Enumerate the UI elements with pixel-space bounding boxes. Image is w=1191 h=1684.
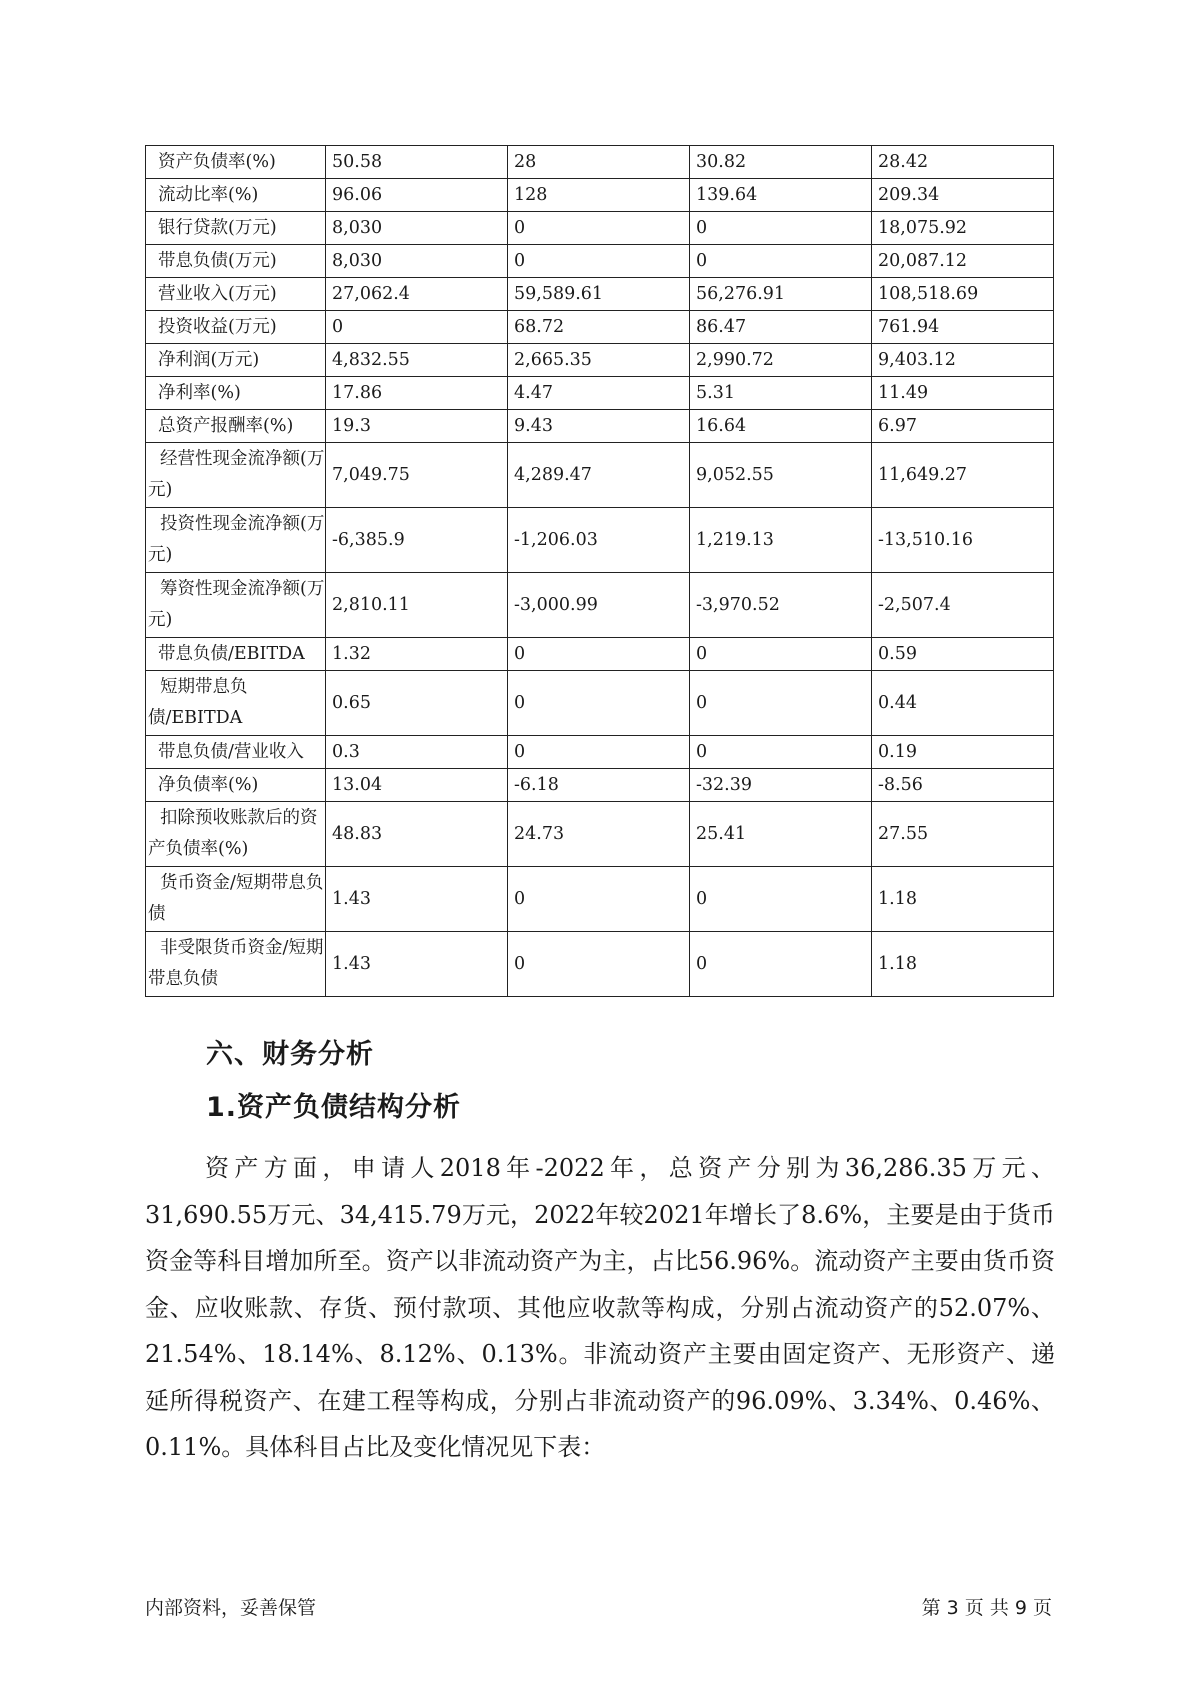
row-label: 投资性现金流净额(万元) (146, 508, 326, 573)
table-cell: 209.34 (872, 179, 1054, 212)
row-label: 总资产报酬率(%) (146, 410, 326, 443)
table-cell: 27,062.4 (326, 278, 508, 311)
table-cell: -32.39 (690, 769, 872, 802)
table-cell: 0.59 (872, 638, 1054, 671)
table-cell: 9.43 (508, 410, 690, 443)
table-row (146, 867, 1054, 932)
table-cell: 2,665.35 (508, 344, 690, 377)
table-cell: 128 (508, 179, 690, 212)
row-label: 货币资金/短期带息负债 (146, 867, 326, 932)
table-cell: 56,276.91 (690, 278, 872, 311)
table-cell: -8.56 (872, 769, 1054, 802)
table-cell: 0.3 (326, 736, 508, 769)
table-cell: 28.42 (872, 146, 1054, 179)
table-row (146, 671, 1054, 736)
table-row (146, 377, 1054, 410)
table-cell: 11.49 (872, 377, 1054, 410)
table-cell: 108,518.69 (872, 278, 1054, 311)
table-row (146, 344, 1054, 377)
table-cell: 0 (508, 671, 690, 736)
table-cell: 28 (508, 146, 690, 179)
table-row (146, 638, 1054, 671)
row-label: 流动比率(%) (146, 179, 326, 212)
table-row (146, 769, 1054, 802)
row-label: 银行贷款(万元) (146, 212, 326, 245)
table-cell: 0 (690, 932, 872, 997)
row-label: 营业收入(万元) (146, 278, 326, 311)
table-cell: 5.31 (690, 377, 872, 410)
row-label: 筹资性现金流净额(万元) (146, 573, 326, 638)
section-heading: 六、财务分析 (206, 1039, 374, 1070)
row-label: 短期带息负债/EBITDA (146, 671, 326, 736)
table-cell: 0.44 (872, 671, 1054, 736)
row-label: 净利率(%) (146, 377, 326, 410)
row-label: 扣除预收账款后的资产负债率(%) (146, 802, 326, 867)
table-cell: 19.3 (326, 410, 508, 443)
table-cell: 0 (690, 245, 872, 278)
table-cell: 18,075.92 (872, 212, 1054, 245)
table-cell: 0 (690, 638, 872, 671)
financial-indicators-table (145, 145, 1054, 997)
row-label: 资产负债率(%) (146, 146, 326, 179)
section-subheading: 1.资产负债结构分析 (206, 1092, 462, 1123)
table-cell: 96.06 (326, 179, 508, 212)
table-cell: 4,832.55 (326, 344, 508, 377)
table-row (146, 278, 1054, 311)
table-cell: 17.86 (326, 377, 508, 410)
table-cell: 16.64 (690, 410, 872, 443)
table-row (146, 508, 1054, 573)
table-cell: 25.41 (690, 802, 872, 867)
table-cell: 8,030 (326, 212, 508, 245)
table-cell: 0 (508, 736, 690, 769)
table-cell: 1.43 (326, 932, 508, 997)
row-label: 带息负债/营业收入 (146, 736, 326, 769)
table-cell: 0 (508, 245, 690, 278)
table-cell: 1.43 (326, 867, 508, 932)
table-cell: 13.04 (326, 769, 508, 802)
table-cell: 24.73 (508, 802, 690, 867)
table-cell: 0 (690, 736, 872, 769)
table-cell: 9,052.55 (690, 443, 872, 508)
table-cell: -3,970.52 (690, 573, 872, 638)
table-cell: -6.18 (508, 769, 690, 802)
row-label: 带息负债(万元) (146, 245, 326, 278)
table-cell: 11,649.27 (872, 443, 1054, 508)
table-row (146, 932, 1054, 997)
table-cell: 761.94 (872, 311, 1054, 344)
table-cell: 2,990.72 (690, 344, 872, 377)
table-cell: 1.18 (872, 867, 1054, 932)
row-label: 净负债率(%) (146, 769, 326, 802)
table-cell: 30.82 (690, 146, 872, 179)
table-row (146, 146, 1054, 179)
table-row (146, 736, 1054, 769)
table-cell: 0.65 (326, 671, 508, 736)
table-cell: 8,030 (326, 245, 508, 278)
footer-confidential-note: 内部资料，妥善保管 (145, 1597, 317, 1619)
table-row (146, 179, 1054, 212)
table-cell: 0 (690, 671, 872, 736)
table-cell: 20,087.12 (872, 245, 1054, 278)
table-cell: 0 (508, 932, 690, 997)
table-cell: 27.55 (872, 802, 1054, 867)
table-cell: -3,000.99 (508, 573, 690, 638)
table-row (146, 443, 1054, 508)
row-label: 带息负债/EBITDA (146, 638, 326, 671)
table-cell: 2,810.11 (326, 573, 508, 638)
row-label: 投资收益(万元) (146, 311, 326, 344)
table-cell: 0 (508, 867, 690, 932)
table-cell: 48.83 (326, 802, 508, 867)
table-cell: -1,206.03 (508, 508, 690, 573)
footer-page-number: 第 3 页 共 9 页 (921, 1597, 1052, 1619)
table-row (146, 311, 1054, 344)
table-cell: 1.18 (872, 932, 1054, 997)
analysis-paragraph: 资产方面，申请人2018年-2022年，总资产分别为36,286.35万元、31,690.55万元、34,415.79万元，2022年较2021年增长了8.6%，主要是由于货币资金等科目增加所至。资产以非流动资产为主，占比56.96%。流动资产主要由货币资金、应收账款、存货、预付款项、其他应收款等构成，分别占流动资产的52.07%、21.54%、18.14%、8.12%、0.13%。非流动资产主要由固定资产、无形资产、递延所得税资产、在建工程等构成，分别占非流动资产的96.09%、3.34%、0.46%、0.11%。具体科目占比及变化情况见下表： (145, 1154, 1055, 1461)
table-cell: 4.47 (508, 377, 690, 410)
table-cell: 4,289.47 (508, 443, 690, 508)
table-cell: 0 (508, 638, 690, 671)
table-cell: 0 (508, 212, 690, 245)
table-row (146, 212, 1054, 245)
table-row (146, 573, 1054, 638)
table-cell: 86.47 (690, 311, 872, 344)
row-label: 净利润(万元) (146, 344, 326, 377)
table-cell: 1.32 (326, 638, 508, 671)
table-cell: 139.64 (690, 179, 872, 212)
table-cell: 0 (690, 212, 872, 245)
table-cell: 68.72 (508, 311, 690, 344)
table-cell: 59,589.61 (508, 278, 690, 311)
table-cell: 6.97 (872, 410, 1054, 443)
table-cell: 7,049.75 (326, 443, 508, 508)
table-cell: -2,507.4 (872, 573, 1054, 638)
table-cell: 0 (690, 867, 872, 932)
table-cell: 9,403.12 (872, 344, 1054, 377)
table-cell: 1,219.13 (690, 508, 872, 573)
table-cell: 0.19 (872, 736, 1054, 769)
row-label: 经营性现金流净额(万元) (146, 443, 326, 508)
table-row (146, 410, 1054, 443)
table-row (146, 802, 1054, 867)
table-cell: 0 (326, 311, 508, 344)
table-cell: -6,385.9 (326, 508, 508, 573)
table-body (146, 146, 1054, 997)
table-row (146, 245, 1054, 278)
table-cell: 50.58 (326, 146, 508, 179)
row-label: 非受限货币资金/短期带息负债 (146, 932, 326, 997)
table-cell: -13,510.16 (872, 508, 1054, 573)
